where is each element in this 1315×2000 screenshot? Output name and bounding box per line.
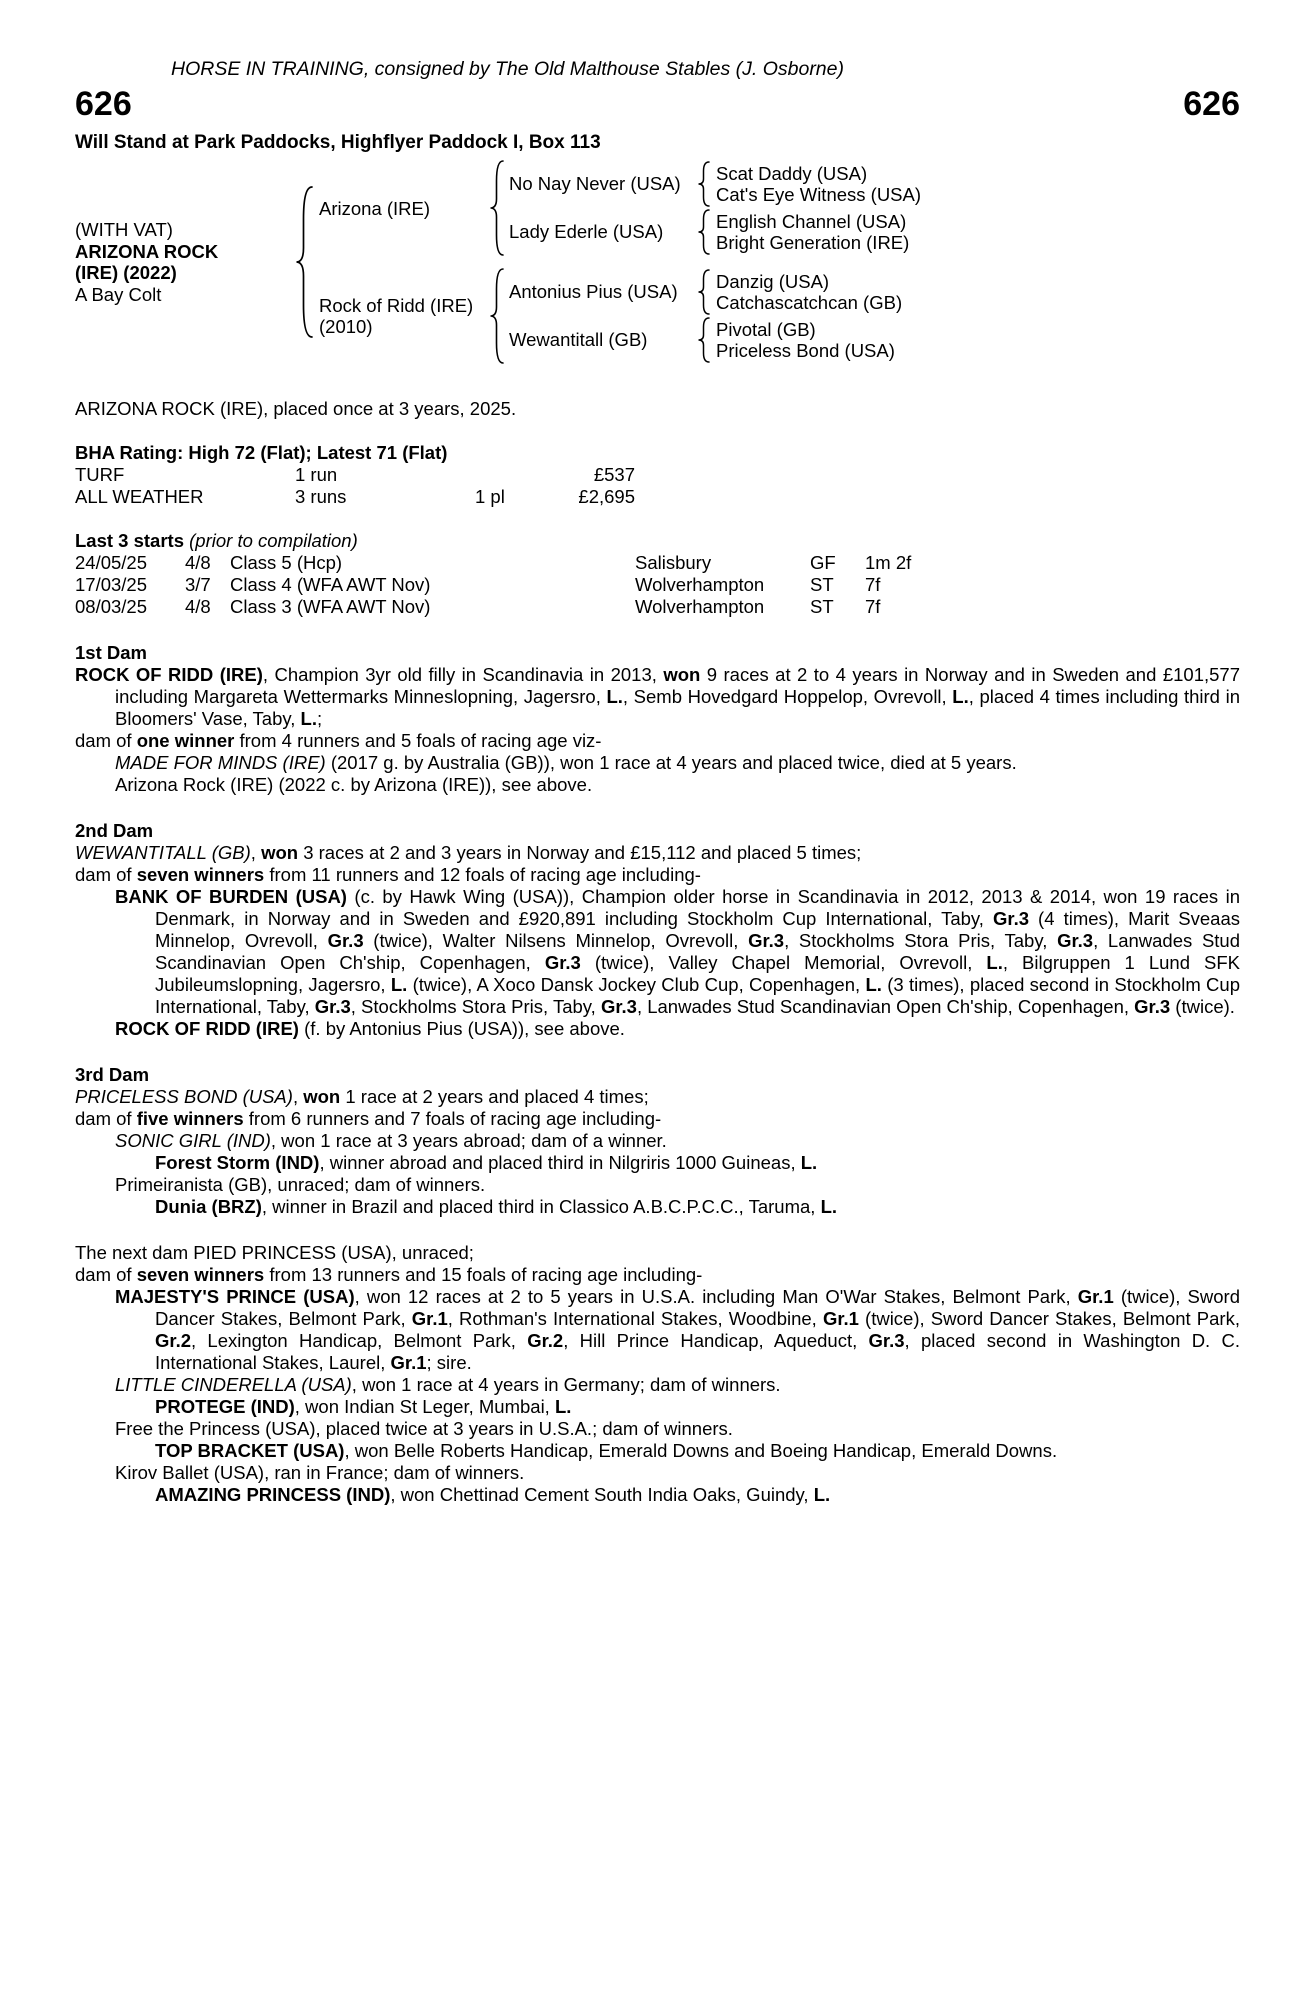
great-grandparent-pair xyxy=(716,163,921,205)
sire-name xyxy=(319,198,489,219)
text-segment: (twice), Sword Dancer Stakes, Belmont Park, xyxy=(155,1286,1240,1329)
text-segment: LITTLE CINDERELLA (USA) xyxy=(115,1374,352,1395)
consignor-line: HORSE IN TRAINING, consigned by The Old Malthouse Stables (J. Osborne) xyxy=(170,58,844,80)
sire-parents xyxy=(509,161,921,255)
text-segment: MAJESTY'S PRINCE (USA) xyxy=(115,1286,355,1307)
great-grandparent-name: Scat Daddy (USA) xyxy=(716,163,868,184)
text-segment: L. xyxy=(554,1396,572,1417)
brace-icon xyxy=(697,269,710,315)
dam-paragraph xyxy=(75,1418,1240,1440)
grandsire-branch xyxy=(509,161,921,207)
text-segment: seven winners xyxy=(136,864,265,885)
text-segment: , won 1 race at 4 years in Germany; dam of winners. xyxy=(351,1374,781,1395)
great-grandparent-name: Cat's Eye Witness (USA) xyxy=(716,184,922,205)
earnings-value: £2,695 xyxy=(578,486,635,507)
text-segment: (twice), Valley Chapel Memorial, Ovrevoll, xyxy=(580,952,987,973)
start-course: Wolverhampton xyxy=(635,574,765,595)
pedigree-generation-1 xyxy=(319,160,921,364)
start-going: ST xyxy=(810,574,834,595)
text-segment: (3 times), placed second in Stockholm Cup International, Taby, xyxy=(155,974,1240,1017)
brace-icon xyxy=(489,160,504,256)
pedigree-tree xyxy=(75,160,1240,364)
text-segment: The next dam PIED PRINCESS (USA), unraced; xyxy=(75,1242,474,1263)
dam-paragraph xyxy=(75,1374,1240,1396)
start-class: Class 3 (WFA AWT Nov) xyxy=(230,596,431,617)
text-segment: ; sire. xyxy=(426,1352,472,1373)
text-segment: Gr.1 xyxy=(390,1352,427,1373)
text-segment: , won 1 race at 3 years abroad; dam of a winner. xyxy=(270,1130,667,1151)
dam-paragraph xyxy=(75,1264,1240,1286)
text-segment: , placed 4 times including third in Bloomers' Vase, Taby, xyxy=(115,686,1240,729)
section-1st-dam xyxy=(75,642,1240,796)
runs-value: 3 runs xyxy=(295,486,347,507)
great-grandparent-name: Priceless Bond (USA) xyxy=(716,340,895,361)
subject-description: A Bay Colt xyxy=(75,283,162,305)
text-segment: won xyxy=(663,664,701,685)
grandparent-name: No Nay Never (USA) xyxy=(509,173,681,194)
text-segment: BANK OF BURDEN (USA) xyxy=(115,886,347,907)
dam-paragraph xyxy=(75,774,1240,796)
dam-paragraph xyxy=(75,730,1240,752)
text-segment: , Champion 3yr old filly in Scandinavia in 2013, xyxy=(262,664,664,685)
dam-paragraph xyxy=(75,1086,1240,1108)
text-segment: L. xyxy=(800,1152,818,1173)
brace-icon xyxy=(697,317,710,363)
text-segment: ROCK OF RIDD (IRE) xyxy=(115,1018,299,1039)
grandparent-name: Wewantitall (GB) xyxy=(509,329,648,350)
text-segment: five winners xyxy=(136,1108,244,1129)
text-segment: , won Indian St Leger, Mumbai, xyxy=(294,1396,555,1417)
start-row xyxy=(75,596,1240,618)
text-segment: seven winners xyxy=(136,1264,265,1285)
dam-paragraph xyxy=(75,1286,1240,1374)
text-segment: L. xyxy=(952,686,969,707)
last-starts-block xyxy=(75,530,1240,618)
places-value: 1 pl xyxy=(475,486,505,507)
last-starts-note: (prior to compilation) xyxy=(189,530,358,551)
text-segment: dam of xyxy=(75,1108,137,1129)
text-segment: , Bilgruppen 1 Lund SFK Jubileumslopning, Jagersro, xyxy=(155,952,1240,995)
lot-number-right: 626 xyxy=(1183,85,1240,123)
start-row xyxy=(75,552,1240,574)
start-distance: 7f xyxy=(865,596,881,617)
text-segment: , Hill Prince Handicap, Aqueduct, xyxy=(563,1330,869,1351)
text-segment: (twice), Walter Nilsens Minnelop, Ovrevoll, xyxy=(363,930,749,951)
dam-branch xyxy=(319,268,921,364)
text-segment: Kirov Ballet (USA), ran in France; dam of winners. xyxy=(115,1462,525,1483)
text-segment: , Rothman's International Stakes, Woodbine, xyxy=(447,1308,823,1329)
vat-note: (WITH VAT) xyxy=(75,219,173,240)
text-segment: , Semb Hovedgard Hoppelop, Ovrevoll, xyxy=(622,686,953,707)
brace-icon xyxy=(295,186,313,338)
runs-value: 1 run xyxy=(295,464,338,485)
text-segment: dam of xyxy=(75,864,137,885)
text-segment: WEWANTITALL (GB) xyxy=(75,842,251,863)
start-date: 17/03/25 xyxy=(75,574,148,595)
text-segment: , Lanwades Stud Scandinavian Open Ch'ship, Copenhagen, xyxy=(636,996,1135,1017)
text-segment: , xyxy=(250,842,262,863)
text-segment: L. xyxy=(606,686,623,707)
last-starts-heading xyxy=(75,530,1240,552)
great-grandparent-pair xyxy=(716,319,895,361)
start-going: GF xyxy=(810,552,836,573)
damsire-branch xyxy=(509,269,902,315)
text-segment: from 11 runners and 12 foals of racing age including- xyxy=(264,864,701,885)
subject-suffix-year: (IRE) (2022) xyxy=(75,262,177,283)
great-grandparent-pair xyxy=(716,271,902,313)
sire-branch xyxy=(319,160,921,256)
lot-number-row xyxy=(75,86,1240,122)
text-segment: Dunia (BRZ) xyxy=(155,1196,262,1217)
dam-paragraph xyxy=(75,1242,1240,1264)
dam-paragraph xyxy=(75,1396,1240,1418)
text-segment: , winner abroad and placed third in Nilgriris 1000 Guineas, xyxy=(319,1152,801,1173)
section-2nd-dam xyxy=(75,820,1240,1040)
text-segment: , Stockholms Stora Pris, Taby, xyxy=(784,930,1058,951)
start-course: Salisbury xyxy=(635,552,712,573)
text-segment: (twice), Sword Dancer Stakes, Belmont Park, xyxy=(858,1308,1240,1329)
text-segment: Forest Storm (IND) xyxy=(155,1152,320,1173)
text-segment: (4 times), Marit Sveaas Minnelop, Ovrevoll, xyxy=(155,908,1240,951)
start-going: ST xyxy=(810,596,834,617)
text-segment: , xyxy=(292,1086,304,1107)
start-position: 3/7 xyxy=(185,574,211,595)
text-segment: , Lanwades Stud Scandinavian Open Ch'ship, Copenhagen, xyxy=(155,930,1241,973)
start-date: 08/03/25 xyxy=(75,596,148,617)
text-segment: L. xyxy=(813,1484,831,1505)
grandparent-name: Antonius Pius (USA) xyxy=(509,281,678,302)
start-date: 24/05/25 xyxy=(75,552,148,573)
surface-label: ALL WEATHER xyxy=(75,486,204,507)
text-segment: (2017 g. by Australia (GB)), won 1 race at 4 years and placed twice, died at 5 years. xyxy=(325,752,1017,773)
text-segment: Gr.3 xyxy=(314,996,351,1017)
text-segment: 1 race at 2 years and placed 4 times; xyxy=(340,1086,649,1107)
pedigree-subject xyxy=(75,219,295,305)
great-grandparent-name: Pivotal (GB) xyxy=(716,319,816,340)
great-grandparent-name: Danzig (USA) xyxy=(716,271,830,292)
rating-row xyxy=(75,486,1240,508)
text-segment: (c. by Hawk Wing (USA)), Champion older horse in Scandinavia in 2012, 2013 & 2014, won 19 races in Denmark, in Norway and in Sweden and £920,891 including Stockholm Cup International, Taby, xyxy=(155,886,1240,929)
text-segment: 3 races at 2 and 3 years in Norway and £15,112 and placed 5 times; xyxy=(298,842,862,863)
great-grandparent-name: Catchascatchcan (GB) xyxy=(716,292,903,313)
text-segment: Gr.3 xyxy=(748,930,785,951)
text-segment: (f. by Antonius Pius (USA)), see above. xyxy=(298,1018,625,1039)
start-position: 4/8 xyxy=(185,552,211,573)
start-class: Class 5 (Hcp) xyxy=(230,552,343,573)
dam-paragraph xyxy=(75,1462,1240,1484)
text-segment: L. xyxy=(865,974,882,995)
text-segment: from 4 runners and 5 foals of racing age viz- xyxy=(234,730,602,751)
text-segment: from 6 runners and 7 foals of racing age including- xyxy=(243,1108,662,1129)
text-segment: dam of xyxy=(75,730,137,751)
text-segment: L. xyxy=(300,708,317,729)
text-segment: MADE FOR MINDS (IRE) xyxy=(115,752,326,773)
start-class: Class 4 (WFA AWT Nov) xyxy=(230,574,431,595)
great-grandparent-name: English Channel (USA) xyxy=(716,211,907,232)
last-starts-title: Last 3 starts xyxy=(75,530,184,551)
start-row xyxy=(75,574,1240,596)
places-value xyxy=(475,464,563,486)
start-course: Wolverhampton xyxy=(635,596,765,617)
start-position: 4/8 xyxy=(185,596,211,617)
section-heading: 1st Dam xyxy=(75,642,147,663)
dam-paragraph xyxy=(75,1130,1240,1152)
text-segment: Gr.1 xyxy=(822,1308,859,1329)
text-segment: Gr.3 xyxy=(544,952,581,973)
text-segment: L. xyxy=(390,974,408,995)
text-segment: Primeiranista (GB), unraced; dam of winners. xyxy=(115,1174,486,1195)
section-3rd-dam xyxy=(75,1064,1240,1218)
rating-row xyxy=(75,464,1240,486)
section-heading: 3rd Dam xyxy=(75,1064,150,1085)
text-segment: , placed second in Washington D. C. International Stakes, Laurel, xyxy=(155,1330,1240,1373)
earnings-value: £537 xyxy=(593,464,635,485)
subject-name: ARIZONA ROCK xyxy=(75,240,219,262)
text-segment: won xyxy=(303,1086,341,1107)
dam-paragraph xyxy=(75,1440,1240,1462)
text-segment: Gr.2 xyxy=(527,1330,564,1351)
sire-name-text: Arizona (IRE) xyxy=(319,197,431,219)
second-dam-branch xyxy=(509,317,902,363)
dam-paragraph xyxy=(75,664,1240,730)
text-segment: , won Chettinad Cement South India Oaks, Guindy, xyxy=(390,1484,814,1505)
text-segment: Gr.3 xyxy=(600,996,637,1017)
grandparent-name: Lady Ederle (USA) xyxy=(509,221,664,242)
dam-paragraph xyxy=(75,1018,1240,1040)
text-segment: TOP BRACKET (USA) xyxy=(155,1440,345,1461)
start-distance: 7f xyxy=(865,574,881,595)
text-segment: , winner in Brazil and placed third in Classico A.B.C.P.C.C., Taruma, xyxy=(261,1196,821,1217)
bha-rating-heading: BHA Rating: High 72 (Flat); Latest 71 (Flat) xyxy=(75,442,448,463)
dam-paragraph xyxy=(75,886,1240,1018)
text-segment: ROCK OF RIDD (IRE) xyxy=(75,664,263,685)
text-segment: , Lexington Handicap, Belmont Park, xyxy=(191,1330,528,1351)
text-segment: from 13 runners and 15 foals of racing age including- xyxy=(264,1264,703,1285)
dam-paragraph xyxy=(75,1174,1240,1196)
bha-rating-block xyxy=(75,442,1240,508)
dam-name xyxy=(319,295,489,337)
stand-line: Will Stand at Park Paddocks, Highflyer Paddock I, Box 113 xyxy=(75,132,601,153)
great-grandparent-pair xyxy=(716,211,909,253)
text-segment: Gr.1 xyxy=(411,1308,448,1329)
dam-paragraph xyxy=(75,752,1240,774)
dam-parents xyxy=(509,269,902,363)
text-segment: one winner xyxy=(136,730,235,751)
text-segment: Gr.3 xyxy=(1134,996,1171,1017)
text-segment: AMAZING PRINCESS (IND) xyxy=(155,1484,391,1505)
dam-paragraph xyxy=(75,1152,1240,1174)
text-segment: Gr.1 xyxy=(1077,1286,1114,1307)
section-heading: 2nd Dam xyxy=(75,820,154,841)
brace-icon xyxy=(697,161,710,207)
text-segment: Gr.3 xyxy=(327,930,364,951)
great-grandparent-name: Bright Generation (IRE) xyxy=(716,232,910,253)
text-segment: Gr.2 xyxy=(155,1330,191,1351)
race-record-summary: ARIZONA ROCK (IRE), placed once at 3 years, 2025. xyxy=(75,398,517,419)
text-segment: L. xyxy=(820,1196,838,1217)
text-segment: , Stockholms Stora Pris, Taby, xyxy=(350,996,601,1017)
text-segment: (twice), A Xoco Dansk Jockey Club Cup, Copenhagen, xyxy=(407,974,866,995)
surface-label: TURF xyxy=(75,464,125,485)
text-segment: 9 races at 2 to 4 years in Norway and in Sweden and £101,577 including Margareta Wettermarks Minneslopning, Jagersro, xyxy=(115,664,1240,707)
dam-paragraph xyxy=(75,1484,1240,1506)
dam-paragraph xyxy=(75,1108,1240,1130)
text-segment: , won 12 races at 2 to 5 years in U.S.A. including Man O'War Stakes, Belmont Park, xyxy=(354,1286,1078,1307)
text-segment: Arizona Rock (IRE) (2022 c. by Arizona (IRE)), see above. xyxy=(115,774,593,795)
text-segment: (twice). xyxy=(1170,996,1235,1017)
dam-paragraph xyxy=(75,842,1240,864)
text-segment: L. xyxy=(986,952,1003,973)
start-distance: 1m 2f xyxy=(865,552,912,573)
dam-paragraph xyxy=(75,864,1240,886)
section-next-dam xyxy=(75,1242,1240,1506)
dam-paragraph xyxy=(75,1196,1240,1218)
text-segment: PROTEGE (IND) xyxy=(155,1396,295,1417)
text-segment: SONIC GIRL (IND) xyxy=(115,1130,271,1151)
text-segment: Gr.3 xyxy=(1057,930,1094,951)
text-segment: Free the Princess (USA), placed twice at 3 years in U.S.A.; dam of winners. xyxy=(115,1418,733,1439)
text-segment: won xyxy=(261,842,299,863)
dam-year: (2010) xyxy=(319,316,373,337)
text-segment: PRICELESS BOND (USA) xyxy=(75,1086,293,1107)
text-segment: Gr.3 xyxy=(868,1330,905,1351)
brace-icon xyxy=(489,268,504,364)
dam-name-text: Rock of Ridd (IRE) xyxy=(319,295,474,316)
text-segment: Gr.3 xyxy=(993,908,1029,929)
text-segment: dam of xyxy=(75,1264,137,1285)
text-segment: ; xyxy=(317,708,323,729)
brace-icon xyxy=(697,209,710,255)
granddam-branch xyxy=(509,209,921,255)
lot-number-left: 626 xyxy=(75,85,132,123)
text-segment: , won Belle Roberts Handicap, Emerald Downs and Boeing Handicap, Emerald Downs. xyxy=(344,1440,1058,1461)
